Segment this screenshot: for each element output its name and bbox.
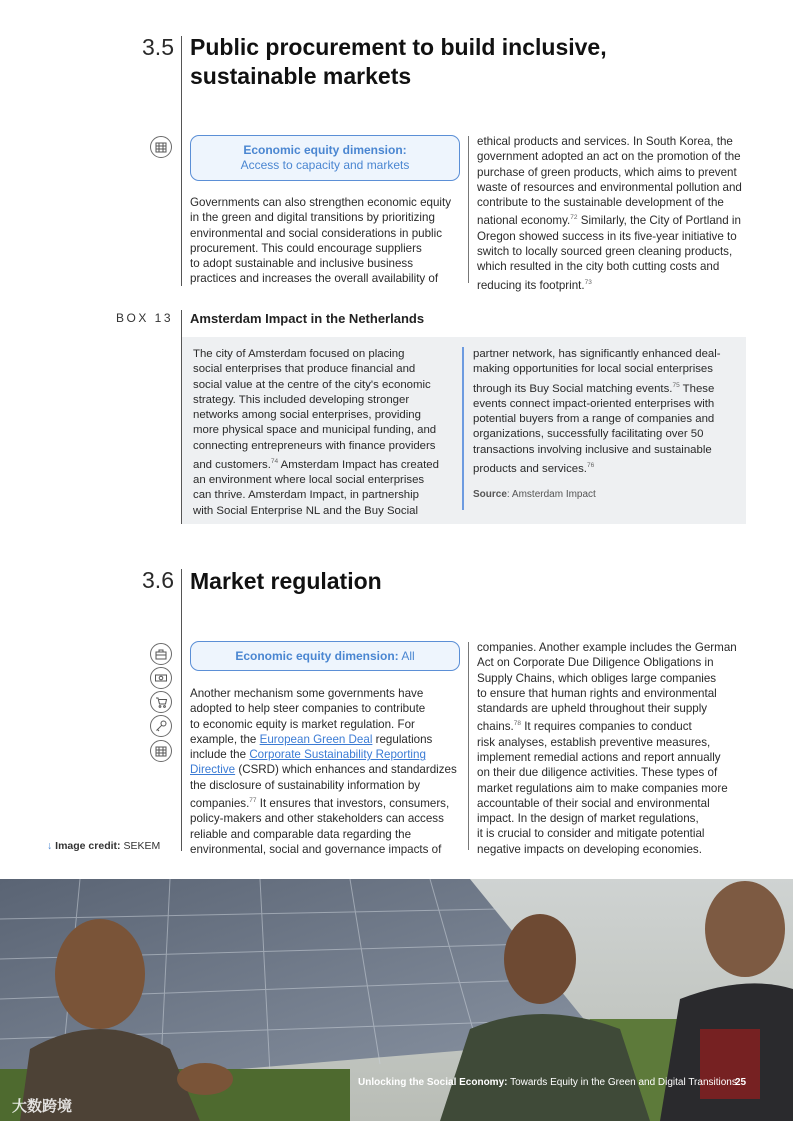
text-line [477,210,757,228]
photo [0,879,793,1121]
text-line: networks among social enterprises, providing [193,409,421,422]
section-number: 3.5 [142,34,174,60]
text-line [190,762,465,777]
text-fragment: companies. [190,796,250,810]
text-line: environmental and social considerations in public [190,226,442,240]
text-line: market regulations aim to make companies more [477,781,728,795]
text-line: making opportunities for local social enterprises [473,363,713,376]
csrd-link[interactable]: Corporate Sustainability Reporting [249,748,426,762]
text-line: policy-makers and other stakeholders can access [190,812,444,826]
text-line [190,793,465,811]
box-title: Amsterdam Impact in the Netherlands [190,311,425,326]
footnote-ref[interactable]: 75 [672,381,680,389]
footnote-ref[interactable]: 73 [584,278,592,286]
text-fragment: products and services. [473,462,587,475]
text-line: organizations, successfully facilitating over 50 [473,428,704,441]
text-fragment: Similarly, the City of Portland in [577,214,741,228]
section-title-line: sustainable markets [190,63,412,89]
text-line [190,747,465,762]
text-fragment: through its Buy Social matching events. [473,382,673,395]
text-line: ethical products and services. In South Korea, the [477,135,733,148]
section-title [190,33,607,91]
european-green-deal-link[interactable]: European Green Deal [259,732,373,746]
footnote-ref[interactable]: 76 [586,461,595,469]
credit-label: Image credit: [55,840,121,852]
text-line: can thrive. Amsterdam Impact, in partnership [193,489,420,502]
text-line [190,732,465,747]
credit-value: SEKEM [120,840,161,852]
text-line: procurement. This could encourage suppliers [190,241,422,255]
text-line: contribute to the sustainable development of the [477,196,724,210]
text-fragment: reducing its footprint. [477,278,585,292]
text-line: it is crucial to consider and mitigate potential [477,827,705,841]
text-line: negative impacts on developing economies. [477,842,702,856]
dimension-label: Economic equity dimension: [243,143,407,157]
text-line: social value at the centre of the city's economic [193,378,431,391]
text-line: connecting entrepreneurs with finance providers [193,439,436,452]
footnote-ref[interactable]: 77 [249,797,257,805]
text-line: with Social Enterprise NL and the Buy Social [193,504,418,517]
csrd-link-continued[interactable]: Directive [190,763,236,777]
text-line: impact. In the design of market regulations, [477,812,699,826]
text-line: which resulted in the city both cutting costs and [477,260,720,274]
text-line: on their due diligence activities. These types of [477,766,718,780]
text-line: accountable of their social and environmental [477,796,710,810]
key-icon [150,715,172,737]
image-credit [47,840,160,852]
text-line: Another mechanism some governments have [190,687,424,700]
text-line [193,454,458,473]
text-line: to economic equity is market regulation. For [190,717,415,731]
box-source [473,487,741,502]
text-fragment: It ensures that investors, consumers, [256,796,450,810]
footnote-ref[interactable]: 78 [513,720,521,728]
text-line: reliable and comparable data regarding the [190,827,412,841]
column-rule [468,642,469,850]
text-fragment: (CSRD) which enhances and standardizes [235,763,457,777]
text-line: potential buyers from a range of companies and [473,412,715,425]
text-line: The city of Amsterdam focused on placing [193,348,405,360]
text-line: an environment where local social enterprises [193,474,425,487]
text-line: Act on Corporate Due Diligence Obligations in [477,656,714,670]
text-fragment: regulations [372,732,433,746]
text-line: environmental, social and governance impacts of [190,842,442,856]
dimension-value: All [398,649,415,663]
text-line: more physical space and municipal funding, and [193,424,437,437]
text-fragment: These [679,382,715,395]
column-rule [468,136,469,283]
text-fragment: national economy. [477,214,571,228]
text-line [473,378,741,397]
source-label: Source [473,488,507,500]
briefcase-icon [150,643,172,665]
footer-title-rest: Towards Equity in the Green and Digital Transitions [507,1077,737,1088]
watermark: 大数跨境 [12,1098,73,1115]
text-fragment: include the [190,748,250,762]
footnote-ref[interactable]: 72 [570,214,578,222]
text-line [477,716,757,734]
section-number: 3.6 [142,567,174,593]
text-line: events connect impact-oriented enterprises with [473,397,715,410]
text-line: practices and increases the overall availability of [190,272,439,286]
text-line: partner network, has significantly enhanced deal- [473,348,721,360]
dimension-pill [190,135,460,181]
text-column-left [190,686,465,857]
text-line: Oregon showed success in its five-year initiative to [477,229,737,243]
text-column-right [477,640,757,857]
text-line [477,275,757,293]
box-text-left [193,347,458,519]
page-number: 25 [735,1077,747,1088]
text-fragment: Amsterdam Impact has created [278,458,439,471]
banknote-icon [150,667,172,689]
text-column-right [477,134,757,293]
text-line: the disclosure of sustainability information by [190,778,421,792]
arrow-down-icon: ↓ [47,840,53,852]
text-line: switch to locally sourced green cleaning products, [477,244,733,258]
text-line: transactions involving inclusive and sustainable [473,443,712,456]
dimension-label: Economic equity dimension: [235,649,399,663]
footnote-ref[interactable]: 74 [270,458,279,466]
text-line: standards are upheld throughout their supply [477,702,708,716]
text-line: purchase of green products, which aims to prevent [477,165,737,179]
dimension-value: Access to capacity and markets [240,158,410,172]
section-rule [181,569,182,851]
text-line [473,458,741,477]
text-line: to ensure that human rights and environmental [477,686,717,700]
box-label: BOX 13 [116,311,174,325]
source-value: : Amsterdam Impact [506,488,596,500]
text-line: in the green and digital transitions by prioritizing [190,211,435,225]
text-line: strategy. This included developing stronger [193,393,410,406]
text-line: government adopted an act on the promotion of the [477,150,741,164]
text-column-left [190,195,460,287]
dimension-pill [190,641,460,671]
box-text-right [473,347,741,502]
text-line: Supply Chains, which obliges large companies [477,671,717,685]
text-line: Governments can also strengthen economic equity [190,196,452,209]
text-line: implement remedial actions and report annually [477,750,721,764]
text-fragment: chains. [477,720,514,734]
section-title: Market regulation [190,568,382,594]
box-column-rule [462,347,464,510]
section-rule [181,36,182,286]
section-title-line: Public procurement to build inclusive, [190,34,607,60]
text-fragment: It requires companies to conduct [520,720,692,734]
building-icon [150,740,172,762]
building-icon [150,136,172,158]
page-footer [358,1077,737,1088]
text-fragment: example, the [190,732,260,746]
footer-title-bold: Unlocking the Social Economy: [358,1077,508,1088]
text-line: adopted to help steer companies to contribute [190,702,426,716]
cart-icon [150,691,172,713]
text-line: social enterprises that produce financial and [193,363,416,376]
text-line: companies. Another example includes the German [477,641,737,654]
text-line: risk analyses, establish preventive measures, [477,735,711,749]
text-line: to adopt sustainable and inclusive business [190,257,414,271]
text-fragment: and customers. [193,458,271,471]
text-line: waste of resources and environmental pollution and [477,180,742,194]
